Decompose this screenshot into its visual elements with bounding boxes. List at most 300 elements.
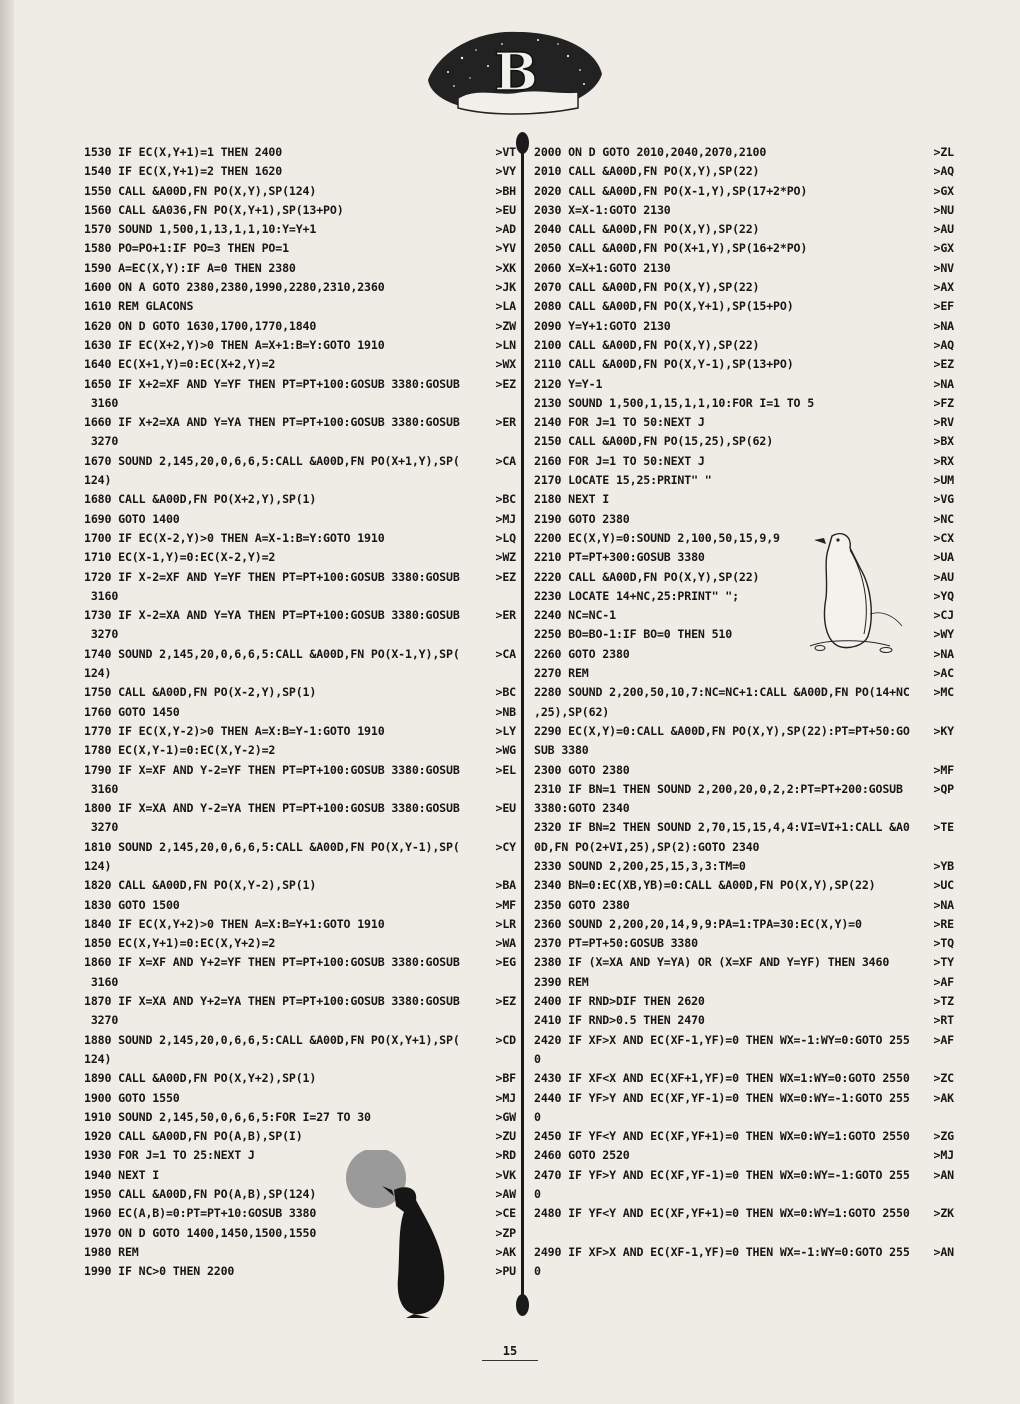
checksum: >LY [495,723,516,738]
checksum: >WG [495,743,516,758]
basic-code: 0 [534,1187,541,1202]
checksum: >GX [933,183,954,198]
checksum: >ZW [495,318,516,333]
basic-code: 2020 CALL &A00D,FN PO(X-1,Y),SP(17+2*PO) [534,183,808,198]
listing-line [84,297,516,316]
basic-code: 1900 GOTO 1550 [84,1090,180,1105]
checksum: >ZC [933,1071,954,1086]
listing-line [84,703,516,722]
listing-line [84,220,516,239]
listing-line [534,297,954,316]
checksum: >UA [933,550,954,565]
checksum: >NA [933,318,954,333]
checksum: >BH [495,183,516,198]
checksum: >AQ [933,337,954,352]
basic-code: 1620 ON D GOTO 1630,1700,1770,1840 [84,318,317,333]
checksum: >RX [933,453,954,468]
basic-code: 1990 IF NC>0 THEN 2200 [84,1264,235,1279]
basic-code: 2080 CALL &A00D,FN PO(X,Y+1),SP(15+PO) [534,299,794,314]
listing-line [534,1243,954,1262]
basic-code: 1870 IF X=XA AND Y+2=YA THEN PT=PT+100:GOSUB 3380:GOSUB [84,994,460,1009]
checksum: >BC [495,685,516,700]
basic-code: 2040 CALL &A00D,FN PO(X,Y),SP(22) [534,222,760,237]
basic-code: 0 [534,1264,541,1279]
checksum: >NA [933,646,954,661]
checksum: >MF [495,897,516,912]
listing-line [534,1089,954,1108]
checksum: >EZ [495,376,516,391]
checksum: >RD [495,1148,516,1163]
listing-line [534,259,954,278]
listing-line [84,182,516,201]
basic-code: 1940 NEXT I [84,1167,160,1182]
listing-line [84,259,516,278]
listing-line [84,606,516,625]
listing-line [84,799,516,818]
listing-line [84,876,516,895]
basic-code: 2290 EC(X,Y)=0:CALL &A00D,FN PO(X,Y),SP(22):PT=PT+50:GO [534,723,910,738]
listing-line [84,683,516,702]
basic-code: 1840 IF EC(X,Y+2)>0 THEN A=X:B=Y+1:GOTO 1910 [84,916,385,931]
basic-code: 0D,FN PO(2+VI,25),SP(2):GOTO 2340 [534,839,760,854]
listing-line [534,490,954,509]
listing-line [84,741,516,760]
basic-code: SUB 3380 [534,743,589,758]
section-logo [418,22,608,122]
checksum: >FZ [933,395,954,410]
checksum: >JK [495,280,516,295]
checksum: >CE [495,1206,516,1221]
basic-code: 1910 SOUND 2,145,50,0,6,6,5:FOR I=27 TO 30 [84,1109,371,1124]
listing-line [534,934,954,953]
basic-code: 2160 FOR J=1 TO 50:NEXT J [534,453,705,468]
checksum: >BC [495,492,516,507]
penguin-silhouette-illustration [346,1150,478,1318]
basic-code: 2150 CALL &A00D,FN PO(15,25),SP(62) [534,434,774,449]
listing-line [534,336,954,355]
listing-line [84,1089,516,1108]
basic-code: 2010 CALL &A00D,FN PO(X,Y),SP(22) [534,164,760,179]
checksum: >RE [933,916,954,931]
checksum: >ER [495,608,516,623]
basic-code: 1800 IF X=XA AND Y-2=YA THEN PT=PT+100:GOSUB 3380:GOSUB [84,801,460,816]
basic-code: 2000 ON D GOTO 2010,2040,2070,2100 [534,145,767,159]
basic-code: 1810 SOUND 2,145,20,0,6,6,5:CALL &A00D,FN PO(X,Y-1),SP( [84,839,460,854]
basic-code: 124) [84,858,112,873]
basic-code: 3270 [84,434,119,449]
checksum: >KY [933,723,954,738]
checksum: >ZU [495,1129,516,1144]
checksum: >EU [495,801,516,816]
basic-code: 2390 REM [534,974,589,989]
basic-code: 1950 CALL &A00D,FN PO(A,B),SP(124) [84,1187,317,1202]
listing-line [84,1011,516,1030]
basic-code: 2180 NEXT I [534,492,610,507]
listing-line [84,162,516,181]
listing-line [534,510,954,529]
listing-line [84,761,516,780]
checksum: >VG [933,492,954,507]
checksum: >AN [933,1167,954,1182]
basic-code: 2280 SOUND 2,200,50,10,7:NC=NC+1:CALL &A00D,FN PO(14+NC [534,685,910,700]
basic-code: 3270 [84,627,119,642]
basic-code: 1670 SOUND 2,145,20,0,6,6,5:CALL &A00D,FN PO(X+1,Y),SP( [84,453,460,468]
listing-line [84,818,516,837]
basic-code: 1540 IF EC(X,Y+1)=2 THEN 1620 [84,164,283,179]
basic-code: 2360 SOUND 2,200,20,14,9,9:PA=1:TPA=30:EC(X,Y)=0 [534,916,862,931]
basic-code: 1760 GOTO 1450 [84,704,180,719]
basic-code: 1570 SOUND 1,500,1,13,1,1,10:Y=Y+1 [84,222,317,237]
checksum: >LQ [495,530,516,545]
checksum: >GW [495,1109,516,1124]
listing-line [534,953,954,972]
listing-column-right [534,143,954,1282]
checksum: >MJ [933,1148,954,1163]
basic-code: ,25),SP(62) [534,704,610,719]
listing-line [534,973,954,992]
listing-line [534,1262,954,1281]
listing-line [84,1127,516,1146]
listing-line [84,953,516,972]
basic-code: 1920 CALL &A00D,FN PO(A,B),SP(I) [84,1129,303,1144]
basic-code: 1590 A=EC(X,Y):IF A=0 THEN 2380 [84,260,296,275]
basic-code: 2130 SOUND 1,500,1,15,1,1,10:FOR I=1 TO 5 [534,395,815,410]
checksum: >VK [495,1167,516,1182]
listing-line [534,1185,954,1204]
listing-line [534,413,954,432]
listing-line [84,317,516,336]
basic-code: 2470 IF YF>Y AND EC(XF,YF-1)=0 THEN WX=0:WY=-1:GOTO 255 [534,1167,910,1182]
checksum: >AK [933,1090,954,1105]
checksum: >ZL [933,145,954,159]
checksum: >ZP [495,1225,516,1240]
listing-line [534,201,954,220]
basic-code: 2420 IF XF>X AND EC(XF-1,YF)=0 THEN WX=-1:WY=0:GOTO 255 [534,1032,910,1047]
basic-code: 2140 FOR J=1 TO 50:NEXT J [534,415,705,430]
listing-line [84,1069,516,1088]
listing-line [534,1108,954,1127]
basic-code: 2380 IF (X=XA AND Y=YA) OR (X=XF AND Y=YF) THEN 3460 [534,955,890,970]
listing-line [84,529,516,548]
listing-line [84,1108,516,1127]
checksum: >EZ [933,357,954,372]
basic-code: 3380:GOTO 2340 [534,801,630,816]
checksum: >RT [933,1013,954,1028]
basic-code: 3160 [84,588,119,603]
basic-code: 1630 IF EC(X+2,Y)>0 THEN A=X+1:B=Y:GOTO 1910 [84,337,385,352]
basic-code: 2490 IF XF>X AND EC(XF-1,YF)=0 THEN WX=-1:WY=0:GOTO 255 [534,1244,910,1259]
listing-line [84,490,516,509]
listing-line [534,703,954,722]
checksum: >BF [495,1071,516,1086]
listing-line [84,394,516,413]
listing-line [84,278,516,297]
listing-line [534,761,954,780]
listing-line [534,220,954,239]
basic-code: 124) [84,473,112,488]
checksum: >CA [495,646,516,661]
listing-line [534,683,954,702]
penguin-standing-illustration [790,528,910,660]
basic-code: 1930 FOR J=1 TO 25:NEXT J [84,1148,255,1163]
listing-line [534,799,954,818]
listing-line [84,239,516,258]
listing-line [84,471,516,490]
basic-code: 2190 GOTO 2380 [534,511,630,526]
basic-code: 1690 GOTO 1400 [84,511,180,526]
listing-line [534,355,954,374]
basic-code: 2300 GOTO 2380 [534,762,630,777]
basic-code: 1560 CALL &A036,FN PO(X,Y+1),SP(13+PO) [84,202,344,217]
divider-blob-top [516,132,529,154]
listing-line [534,664,954,683]
listing-line [84,587,516,606]
checksum: >XK [495,260,516,275]
basic-code: 3270 [84,1013,119,1028]
basic-code: 1740 SOUND 2,145,20,0,6,6,5:CALL &A00D,FN PO(X-1,Y),SP( [84,646,460,661]
listing-line [84,973,516,992]
basic-code: 2480 IF YF<Y AND EC(XF,YF+1)=0 THEN WX=0:WY=1:GOTO 2550 [534,1206,910,1221]
basic-code: 2200 EC(X,Y)=0:SOUND 2,100,50,15,9,9 [534,530,780,545]
checksum: >WZ [495,550,516,565]
listing-line [84,915,516,934]
listing-line [534,471,954,490]
checksum: >AD [495,222,516,237]
basic-code: 2370 PT=PT+50:GOSUB 3380 [534,936,698,951]
checksum: >PU [495,1264,516,1279]
basic-code: 2270 REM [534,666,589,681]
basic-code: 2220 CALL &A00D,FN PO(X,Y),SP(22) [534,569,760,584]
basic-code: 1580 PO=PO+1:IF PO=3 THEN PO=1 [84,241,289,256]
checksum: >NB [495,704,516,719]
listing-line [84,432,516,451]
checksum: >VY [495,164,516,179]
checksum: >EZ [495,569,516,584]
basic-code: 2260 GOTO 2380 [534,646,630,661]
basic-code: 2440 IF YF>Y AND EC(XF,YF-1)=0 THEN WX=0:WY=-1:GOTO 255 [534,1090,910,1105]
basic-code: 2250 BO=BO-1:IF BO=0 THEN 510 [534,627,733,642]
checksum: >UM [933,473,954,488]
listing-line [534,375,954,394]
basic-code: 2070 CALL &A00D,FN PO(X,Y),SP(22) [534,280,760,295]
basic-code: 2430 IF XF<X AND EC(XF+1,YF)=0 THEN WX=1:WY=0:GOTO 2550 [534,1071,910,1086]
checksum: >AK [495,1244,516,1259]
checksum: >WA [495,936,516,951]
listing-line [534,432,954,451]
basic-code: 1700 IF EC(X-2,Y)>0 THEN A=X-1:B=Y:GOTO 1910 [84,530,385,545]
basic-code: 124) [84,1051,112,1066]
checksum: >NV [933,260,954,275]
basic-code: 2450 IF YF<Y AND EC(XF,YF+1)=0 THEN WX=0:WY=1:GOTO 2550 [534,1129,910,1144]
checksum: >YV [495,241,516,256]
column-divider [521,150,524,1308]
checksum: >EL [495,762,516,777]
listing-line [534,278,954,297]
checksum: >RV [933,415,954,430]
basic-code: 3270 [84,820,119,835]
basic-code: 2330 SOUND 2,200,25,15,3,3:TM=0 [534,858,746,873]
checksum: >NU [933,202,954,217]
basic-code: 1780 EC(X,Y-1)=0:EC(X,Y-2)=2 [84,743,276,758]
listing-line [84,355,516,374]
basic-code: 1650 IF X+2=XF AND Y=YF THEN PT=PT+100:GOSUB 3380:GOSUB [84,376,460,391]
listing-line [84,625,516,644]
basic-code: 1710 EC(X-1,Y)=0:EC(X-2,Y)=2 [84,550,276,565]
checksum: >EG [495,955,516,970]
basic-code: 2340 BN=0:EC(XB,YB)=0:CALL &A00D,FN PO(X,Y),SP(22) [534,878,876,893]
listing-line [534,915,954,934]
listing-line [534,1031,954,1050]
checksum: >LN [495,337,516,352]
checksum: >ZG [933,1129,954,1144]
basic-code: 124) [84,666,112,681]
listing-line [84,934,516,953]
basic-code: 1640 EC(X+1,Y)=0:EC(X+2,Y)=2 [84,357,276,372]
checksum: >TZ [933,994,954,1009]
basic-code: 1890 CALL &A00D,FN PO(X,Y+2),SP(1) [84,1071,317,1086]
checksum: >TE [933,820,954,835]
checksum: >AW [495,1187,516,1202]
basic-code: 1820 CALL &A00D,FN PO(X,Y-2),SP(1) [84,878,317,893]
page-edge [0,0,14,1404]
listing-line [84,510,516,529]
basic-code: 2110 CALL &A00D,FN PO(X,Y-1),SP(13+PO) [534,357,794,372]
basic-code: 1730 IF X-2=XA AND Y=YA THEN PT=PT+100:GOSUB 3380:GOSUB [84,608,460,623]
listing-line [534,1050,954,1069]
checksum: >CA [495,453,516,468]
basic-code: 2030 X=X-1:GOTO 2130 [534,202,671,217]
checksum: >LA [495,299,516,314]
checksum: >WY [933,627,954,642]
checksum: >NA [933,376,954,391]
checksum: >VT [495,145,516,159]
listing-line [534,992,954,1011]
listing-line [534,182,954,201]
checksum: >MJ [495,511,516,526]
checksum: >NC [933,511,954,526]
basic-code: 1750 CALL &A00D,FN PO(X-2,Y),SP(1) [84,685,317,700]
basic-code: 2310 IF BN=1 THEN SOUND 2,200,20,0,2,2:PT=PT+200:GOSUB [534,781,903,796]
checksum: >EZ [495,994,516,1009]
listing-line [534,1166,954,1185]
checksum: >NA [933,897,954,912]
listing-line [84,896,516,915]
basic-code: 2240 NC=NC-1 [534,608,616,623]
listing-line [84,452,516,471]
listing-line [84,1050,516,1069]
listing-line [84,857,516,876]
checksum: >UC [933,878,954,893]
listing-line [84,1031,516,1050]
checksum: >ZK [933,1206,954,1221]
basic-code: 1720 IF X-2=XF AND Y=YF THEN PT=PT+100:GOSUB 3380:GOSUB [84,569,460,584]
listing-line [534,1204,954,1223]
basic-code: 2120 Y=Y-1 [534,376,603,391]
listing-line [84,992,516,1011]
basic-code: 2050 CALL &A00D,FN PO(X+1,Y),SP(16+2*PO) [534,241,808,256]
checksum: >AX [933,280,954,295]
checksum: >TQ [933,936,954,951]
divider-blob-bottom [516,1294,529,1316]
checksum: >ER [495,415,516,430]
checksum: >WX [495,357,516,372]
checksum: >AU [933,569,954,584]
checksum: >TY [933,955,954,970]
listing-line [534,896,954,915]
checksum: >AF [933,974,954,989]
checksum: >AQ [933,164,954,179]
basic-code: 1660 IF X+2=XA AND Y=YA THEN PT=PT+100:GOSUB 3380:GOSUB [84,415,460,430]
checksum: >AN [933,1244,954,1259]
basic-code: 1850 EC(X,Y+1)=0:EC(X,Y+2)=2 [84,936,276,951]
checksum: >YQ [933,588,954,603]
listing-line [534,394,954,413]
listing-line [534,722,954,741]
basic-code: 1970 ON D GOTO 1400,1450,1500,1550 [84,1225,317,1240]
checksum: >AU [933,222,954,237]
basic-code: 3160 [84,974,119,989]
checksum: >EU [495,202,516,217]
checksum: >BX [933,434,954,449]
checksum: >AC [933,666,954,681]
listing-line [84,568,516,587]
listing-line [84,548,516,567]
listing-column-left [84,143,516,1282]
basic-code: 3160 [84,395,119,410]
basic-code: 1680 CALL &A00D,FN PO(X+2,Y),SP(1) [84,492,317,507]
listing-line [534,1011,954,1030]
listing-line [84,413,516,432]
listing-line [84,780,516,799]
basic-code: 1600 ON A GOTO 2380,2380,1990,2280,2310,2360 [84,280,385,295]
listing-line [534,857,954,876]
basic-code: 2210 PT=PT+300:GOSUB 3380 [534,550,705,565]
basic-code: 1550 CALL &A00D,FN PO(X,Y),SP(124) [84,183,317,198]
checksum: >AF [933,1032,954,1047]
listing-line [534,818,954,837]
listing-line [534,1127,954,1146]
listing-line [534,1224,954,1243]
basic-code: 1860 IF X=XF AND Y+2=YF THEN PT=PT+100:GOSUB 3380:GOSUB [84,955,460,970]
checksum: >CJ [933,608,954,623]
basic-code: 1980 REM [84,1244,139,1259]
checksum: >GX [933,241,954,256]
checksum: >EF [933,299,954,314]
listing-line [534,452,954,471]
basic-code: 3160 [84,781,119,796]
basic-code: 1960 EC(A,B)=0:PT=PT+10:GOSUB 3380 [84,1206,317,1221]
page-number: 15 [502,1344,518,1358]
listing-line [534,162,954,181]
checksum: >LR [495,916,516,931]
listing-line [534,1069,954,1088]
listing-line [84,722,516,741]
listing-line [534,838,954,857]
listing-line [534,780,954,799]
basic-code: 2460 GOTO 2520 [534,1148,630,1163]
checksum: >MJ [495,1090,516,1105]
listing-line [534,317,954,336]
basic-code: 2400 IF RND>DIF THEN 2620 [534,994,705,1009]
basic-code: 0 [534,1051,541,1066]
listing-line [84,664,516,683]
listing-line [84,336,516,355]
basic-code: 2090 Y=Y+1:GOTO 2130 [534,318,671,333]
basic-code: 1880 SOUND 2,145,20,0,6,6,5:CALL &A00D,FN PO(X,Y+1),SP( [84,1032,460,1047]
basic-code: 2320 IF BN=2 THEN SOUND 2,70,15,15,4,4:VI=VI+1:CALL &A0 [534,820,910,835]
basic-code: 1770 IF EC(X,Y-2)>0 THEN A=X:B=Y-1:GOTO 1910 [84,723,385,738]
basic-code: 1530 IF EC(X,Y+1)=1 THEN 2400 [84,145,283,159]
